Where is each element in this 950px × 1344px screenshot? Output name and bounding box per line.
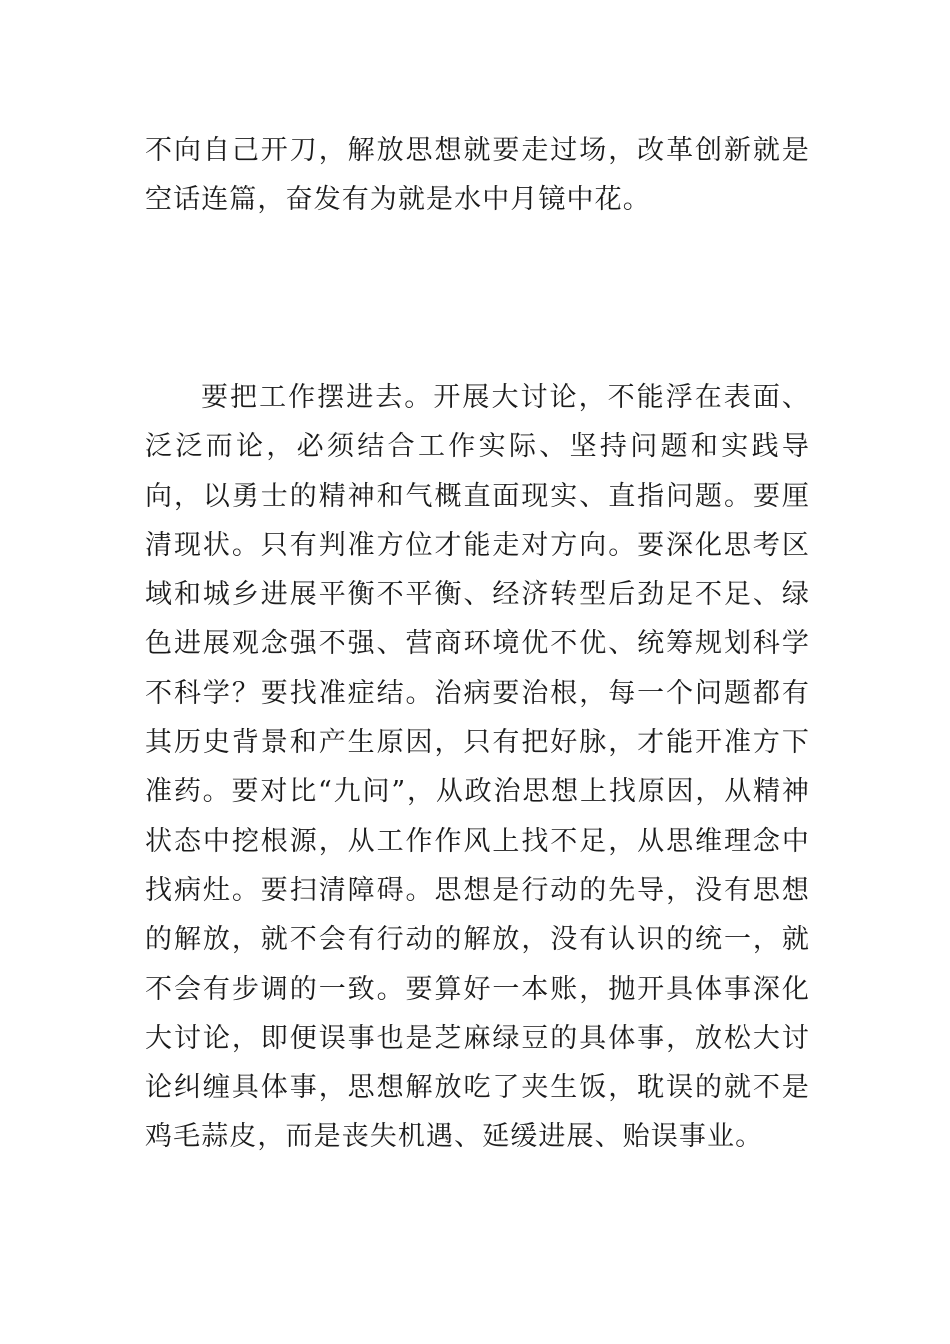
paragraph-continuation: 不向自己开刀，解放思想就要走过场，改革创新就是空话连篇，奋发有为就是水中月镜中花。 — [145, 135, 810, 216]
paragraph-body: 要把工作摆进去。开展大讨论，不能浮在表面、泛泛而论，必须结合工作实际、坚持问题和实践导向，以勇士的精神和气概直面现实、直指问题。要厘清现状。只有判准方位才能走对方向。要深化思考区域和城乡进展平衡不平衡、经济转型后劲足不足、绿色进展观念强不强、营商环境优不优、统筹规划科学不科学？要找准症结。治病要治根，每一个问题都有其历史背景和产生原因，只有把好脉，才能开准方下准药。要对比“九问”，从政治思想上找原因，从精神状态中挖根源，从工作作风上找不足，从思维理念中找病灶。要扫清障碍。思想是行动的先导，没有思想的解放，就不会有行动的解放，没有认识的统一，就不会有步调的一致。要算好一本账，抛开具体事深化大讨论，即便误事也是芝麻绿豆的具体事，放松大讨论纠缠具体事，思想解放吃了夹生饭，耽误的就不是鸡毛蒜皮，而是丧失机遇、延缓进展、贻误事业。 — [145, 382, 810, 1153]
